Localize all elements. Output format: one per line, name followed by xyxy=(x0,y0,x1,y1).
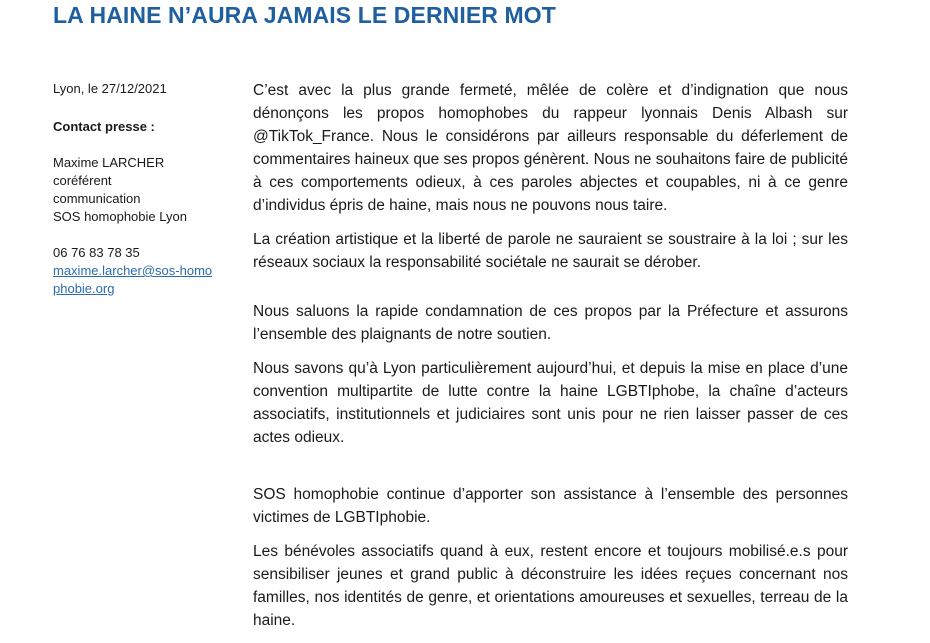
contact-phone: 06 76 83 78 35 xyxy=(53,245,140,260)
contact-organization: SOS homophobie Lyon xyxy=(53,209,187,224)
contact-heading: Contact presse : xyxy=(53,119,155,134)
sidebar-contact-block xyxy=(53,80,213,298)
body-paragraph-4: Nous savons qu’à Lyon particulièrement aujourd’hui, et depuis la mise en place d’une convention multipartite de lutte contre la haine LGBTIphobe, la chaîne d’acteurs associatifs, institutionnels et judiciaires sont unis pour ne rien laisser passer de ces actes odieux. xyxy=(253,360,848,446)
contact-email-link[interactable]: maxime.larcher@sos-homophobie.org xyxy=(53,263,213,296)
body-paragraph-3: Nous saluons la rapide condamnation de ces propos par la Préfecture et assurons l’ensemble des plaignants de notre soutien. xyxy=(253,303,848,343)
contact-name: Maxime LARCHER xyxy=(53,155,165,170)
body-paragraph-1: C’est avec la plus grande fermeté, mêlée de colère et d’indignation que nous dénonçons les propos homophobes du rappeur lyonnais Denis Albash sur @TikTok_France. Nous le considérons par ailleurs responsable du déferlement de commentaires haineux que ses propos génèrent. Nous ne souhaitons faire de publicité à ces comportements odieux, à ces paroles abjectes et coupables, ni à ce genre d’individus épris de haine, mais nous ne pouvons nous taire. xyxy=(253,82,848,214)
body-paragraph-5: SOS homophobie continue d’apporter son assistance à l’ensemble des personnes victimes de LGBTIphobie. xyxy=(253,486,848,526)
body-paragraph-2: La création artistique et la liberté de parole ne sauraient se soustraire à la loi ; sur les réseaux sociaux la responsabilité sociétale ne saurait se dérober. xyxy=(253,231,848,271)
contact-role-line-2: communication xyxy=(53,191,141,206)
document-date: Lyon, le 27/12/2021 xyxy=(53,81,167,96)
document-title: LA HAINE N’AURA JAMAIS LE DERNIER MOT xyxy=(53,2,556,28)
press-release-body xyxy=(253,79,848,643)
contact-role-line-1: coréférent xyxy=(53,173,112,188)
body-paragraph-6: Les bénévoles associatifs quand à eux, restent encore et toujours mobilisé.e.s pour sensibiliser jeunes et grand public à déconstruire les idées reçues concernant nos familles, nos identités de genre, et orientations amoureuses et sexuelles, terreau de la haine. xyxy=(253,543,848,629)
